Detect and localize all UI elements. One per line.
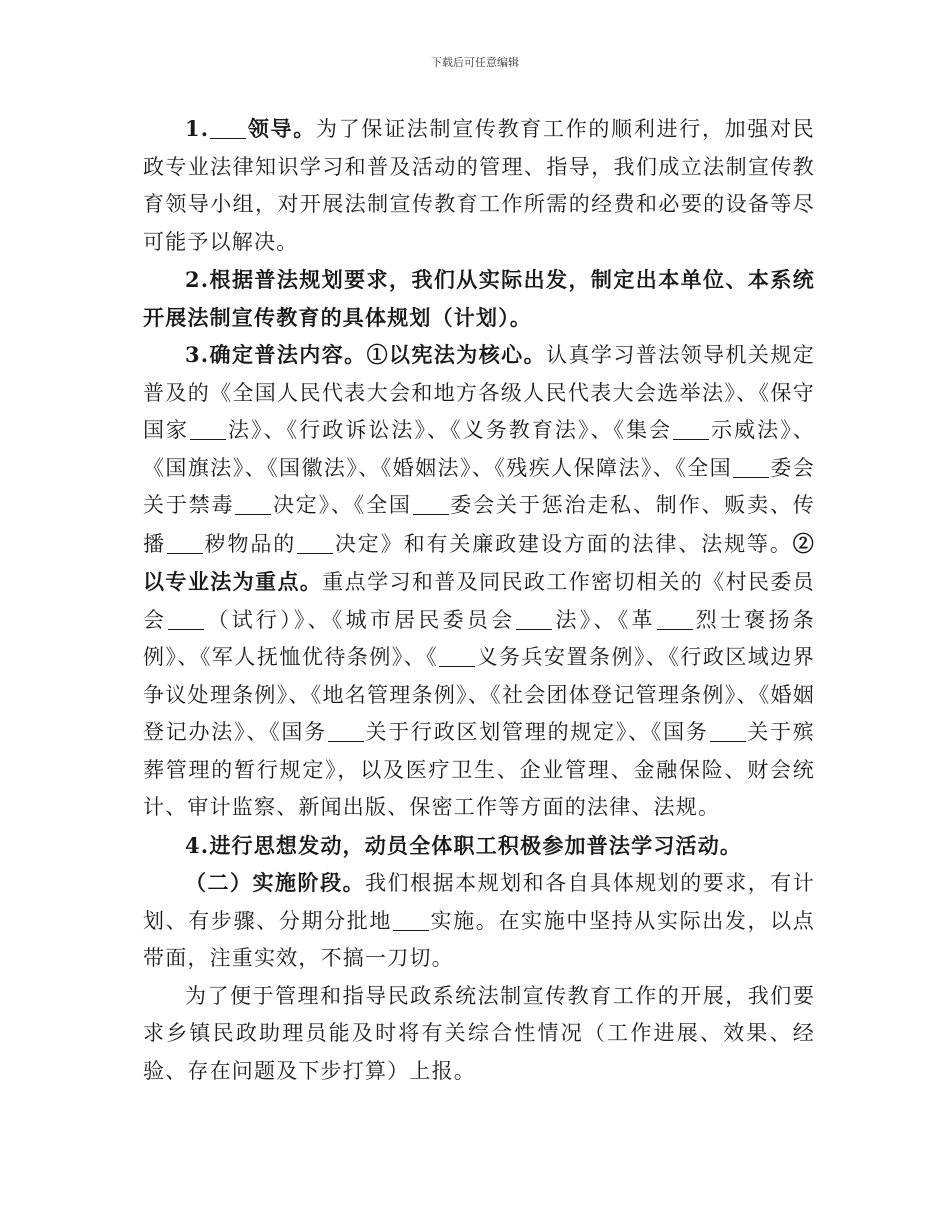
item-3-text-part: 关于殡葬管理的暂行规定》，以及医疗卫生、企业管理、金融保险、财会统计、审计监察、新闻出版、保密工作等方面的法律、法规。 [143, 720, 815, 819]
item-1-title: 领导。 [247, 116, 316, 141]
item-3-text-part: 秽物品的 [203, 531, 297, 556]
item-1-number: 1. [185, 116, 210, 141]
blank-underline [168, 629, 204, 630]
blank-underline [439, 666, 475, 667]
item-3-text-part: （试行）》、《城市居民委员会 [205, 607, 516, 632]
item-3-text-part: 重点学习和普及同民政工作密切相关的《村民委员会 [143, 570, 815, 632]
blank-underline [673, 439, 709, 440]
item-3-subtitle-2: ②以专业法为重点。 [143, 530, 815, 594]
item-3-text-part: 委会关于惩治走私、制作、贩卖、传播 [143, 493, 815, 556]
blank-underline [190, 439, 226, 440]
item-3-paragraph [143, 336, 815, 827]
item-3-text-part: 委会关于禁毒 [143, 455, 815, 517]
item-3-text-part: 烈士褒扬条例》、《军人抚恤优待条例》、《 [143, 607, 816, 669]
item-3-text-part: 认真学习普法领导机关规定普及的《全国人民代表大会和地方各级人民代表大会选举法》、《保守国家 [143, 343, 815, 442]
item-1-text: 为了保证法制宣传教育工作的顺利进行，加强对民政专业法律知识学习和普及活动的管理、指导，我们成立法制宣传教育领导小组，对开展法制宣传教育工作所需的经费和必要的设备等尽可能予以解决。 [143, 117, 815, 254]
stage-2-text-part: 实施。在实施中坚持从实际出发，以点带面，注重实效，不搞一刀切。 [143, 908, 815, 970]
item-3-text-part: 法》、《革 [553, 607, 656, 632]
blank-underline [710, 741, 746, 742]
item-3-text-part: 法》、《行政诉讼法》、《义务教育法》、《集会 [227, 418, 673, 442]
stage-2-title: （二）实施阶段。 [185, 870, 366, 895]
blank-underline [210, 138, 246, 139]
item-3-text-part: 决定》和有关廉政建设方面的法律、法规等。 [334, 531, 793, 556]
item-3-title: 3.确定普法内容。①以宪法为核心。 [185, 342, 547, 367]
blank-underline [413, 514, 449, 515]
closing-paragraph: 为了便于管理和指导民政系统法制宣传教育工作的开展，我们要求乡镇民政助理员能及时将有关综合性情况（工作进展、效果、经验、存在问题及下步打算）上报。 [143, 983, 815, 1083]
blank-underline [657, 629, 693, 630]
blank-underline [328, 741, 364, 742]
item-3-text-part: 关于行政区划管理的规定》、《国务 [364, 720, 709, 744]
page-header-note: 下载后可任意编辑 [431, 56, 519, 69]
item-3-text-part: 义务兵安置条例》、《行政区域边界争议处理条例》、《地名管理条例》、《社会团体登记管理条例》、《婚姻登记办法》、《国务 [143, 645, 816, 744]
document-body [143, 110, 815, 1090]
stage-2-text-part: 我们根据本规划和各自具体规划的要求，有计划、有步骤、分期分批地 [143, 871, 815, 933]
blank-underline [516, 629, 552, 630]
item-3-text-part: 决定》、《全国 [272, 493, 412, 517]
blank-underline [393, 930, 429, 931]
item-1-paragraph [143, 110, 815, 261]
blank-underline [235, 514, 271, 515]
blank-underline [733, 477, 769, 478]
item-3-text-part: 示威法》、《国旗法》、《国徽法》、《婚姻法》、《残疾人保障法》、《全国 [143, 418, 815, 480]
stage-2-paragraph [143, 864, 815, 978]
item-4-paragraph: 4.进行思想发动，动员全体职工积极参加普法学习活动。 [185, 832, 743, 858]
item-2-paragraph: 2.根据普法规划要求，我们从实际出发，制定出本单位、本系统开展法制宣传教育的具体规划（计划）。 [143, 267, 815, 330]
blank-underline [297, 553, 333, 554]
blank-underline [167, 553, 203, 554]
